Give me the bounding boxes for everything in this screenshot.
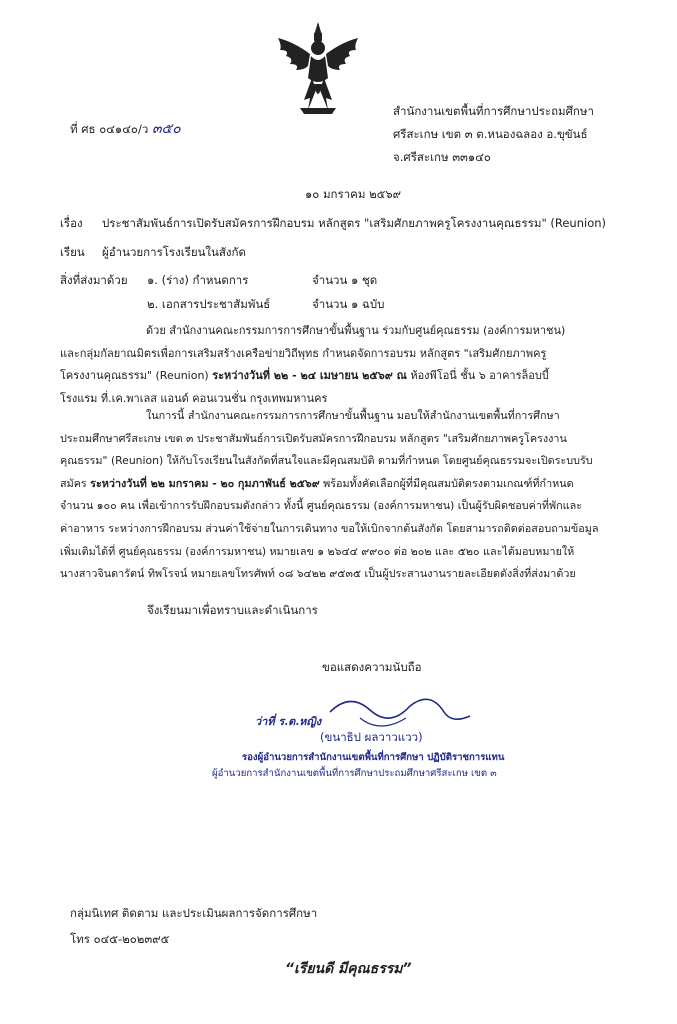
paragraph-line: เพิ่มเติมได้ที่ ศูนย์คุณธรรม (องค์การมหาชน) หมายเลข ๑ ๒๖๔๔ ๙๙๐๐ ต่อ ๒๐๒ และ ๕๒๐ และได้มอบหมายให้ <box>60 544 575 558</box>
footer-department: กลุ่มนิเทศ ติดตาม และประเมินผลการจัดการศึกษา <box>70 906 318 920</box>
enclosure-item-qty: จำนวน ๑ ฉบับ <box>312 297 385 311</box>
paragraph-intro <box>60 320 565 410</box>
footer-phone: โทร ๐๔๕-๒๐๒๓๙๕ <box>70 932 170 946</box>
closing-line: จึงเรียนมาเพื่อทราบและดำเนินการ <box>147 603 318 617</box>
subject-label: เรื่อง <box>60 216 83 230</box>
reference-number: ที่ ศธ ๐๔๑๔๐/ว ๓๕๐ <box>70 121 181 137</box>
paragraph-line: ประถมศึกษาศรีสะเกษ เขต ๓ ประชาสัมพันธ์การเปิดรับสมัครการฝึกอบรม หลักสูตร "เสริมศักยภาพครูโครงงาน <box>60 431 567 445</box>
garuda-emblem-icon <box>272 20 364 116</box>
letter-date: ๑๐ มกราคม ๒๕๖๙ <box>305 187 402 201</box>
office-address <box>393 100 594 169</box>
handwritten-rank-note: ว่าที่ ร.ต.หญิง <box>255 715 322 728</box>
paragraph-line: และกลุ่มกัลยาณมิตรเพื่อการเสริมสร้างเครือข่ายวิถีพุทธ กำหนดจัดการอบรม หลักสูตร "เสริมศักยภาพครู <box>60 346 547 360</box>
paragraph-line: ในการนี้ สำนักงานคณะกรรมการการศึกษาขั้นพื้นฐาน มอบให้สำนักงานเขตพื้นที่การศึกษา <box>146 409 560 422</box>
paragraph-line: โรงแรม ที่.เค.พาเลส แอนด์ คอนเวนชั่น กรุงเทพมหานคร <box>60 391 328 405</box>
recipient-label: เรียน <box>60 245 85 259</box>
paragraph-line: คุณธรรม" (Reunion) ให้กับโรงเรียนในสังกัดที่สนใจและมีคุณสมบัติ ตามที่กำหนด โดยศูนย์คุณธรรมจะเปิดระบบรับ <box>60 454 593 468</box>
registration-dates-bold: ระหว่างวันที่ ๒๒ มกราคม - ๒๐ กุมภาพันธ์ ๒๕๖๙ <box>90 476 320 490</box>
enclosure-item-name: ๑. (ร่าง) กำหนดการ <box>147 273 249 287</box>
enclosure-item-qty: จำนวน ๑ ชุด <box>312 273 378 287</box>
regards-line: ขอแสดงความนับถือ <box>322 660 422 674</box>
recipient-text: ผู้อำนวยการโรงเรียนในสังกัด <box>102 245 246 259</box>
paragraph-line: โครงงานคุณธรรม" (Reunion) ระหว่างวันที่ ๒๒ - ๒๔ เมษายน ๒๕๖๙ ณ ห้องพีโอนี่ ชั้น ๖ อาคารล็อบบี้ <box>60 369 549 382</box>
office-line: จ.ศรีสะเกษ ๓๓๑๔๐ <box>393 150 491 164</box>
footer-motto: “เรียนดี มีคุณธรรม” <box>285 961 412 977</box>
signatory-title: รองผู้อำนวยการสำนักงานเขตพื้นที่การศึกษา ปฏิบัติราชการแทน <box>242 752 505 763</box>
signatory-name: (ขนาธิป ผลวาวแวว) <box>320 730 423 744</box>
paragraph-line: ด้วย สำนักงานคณะกรรมการการศึกษาขั้นพื้นฐาน ร่วมกับศูนย์คุณธรรม (องค์การมหาชน) <box>146 324 566 337</box>
paragraph-details <box>60 405 599 586</box>
handwritten-ref-number: ๓๕๐ <box>151 121 181 137</box>
office-line: สำนักงานเขตพื้นที่การศึกษาประถมศึกษา <box>393 104 594 118</box>
paragraph-line: จำนวน ๑๐๐ คน เพื่อเข้าการรับฝึกอบรมดังกล่าว ทั้งนี้ ศูนย์คุณธรรม (องค์การมหาชน) เป็นผู้รับผิดชอบค่าที่พักและ <box>60 499 583 513</box>
enclosures-label: สิ่งที่ส่งมาด้วย <box>60 273 128 287</box>
paragraph-line: นางสาวจินดารัตน์ ทิพโรจน์ หมายเลขโทรศัพท์ ๐๘ ๖๔๒๒ ๙๕๓๕ เป็นผู้ประสานงานรายละเอียดดังสิ่งที่ส่งมาด้วย <box>60 567 576 581</box>
paragraph-line: ค่าอาหาร ระหว่างการฝึกอบรม ส่วนค่าใช้จ่ายในการเดินทาง ขอให้เบิกจากต้นสังกัด โดยสามารถติดต่อสอบถามข้อมูล <box>60 521 599 535</box>
subject-text: ประชาสัมพันธ์การเปิดรับสมัครการฝึกอบรม หลักสูตร "เสริมศักยภาพครูโครงงานคุณธรรม" (Reunion) <box>102 216 607 230</box>
training-dates-bold: ระหว่างวันที่ ๒๒ - ๒๔ เมษายน ๒๕๖๙ ณ <box>212 369 407 382</box>
enclosure-item-name: ๒. เอกสารประชาสัมพันธ์ <box>147 297 271 311</box>
signatory-title: ผู้อำนวยการสำนักงานเขตพื้นที่การศึกษาประถมศึกษาศรีสะเกษ เขต ๓ <box>212 768 497 779</box>
office-line: ศรีสะเกษ เขต ๓ ต.หนองฉลอง อ.ขุขันธ์ <box>393 127 588 141</box>
paragraph-line: สมัคร ระหว่างวันที่ ๒๒ มกราคม - ๒๐ กุมภาพันธ์ ๒๕๖๙ พร้อมทั้งคัดเลือกผู้ที่มีคุณสมบัติตรงตามเกณฑ์ที่กำหนด <box>60 476 574 490</box>
